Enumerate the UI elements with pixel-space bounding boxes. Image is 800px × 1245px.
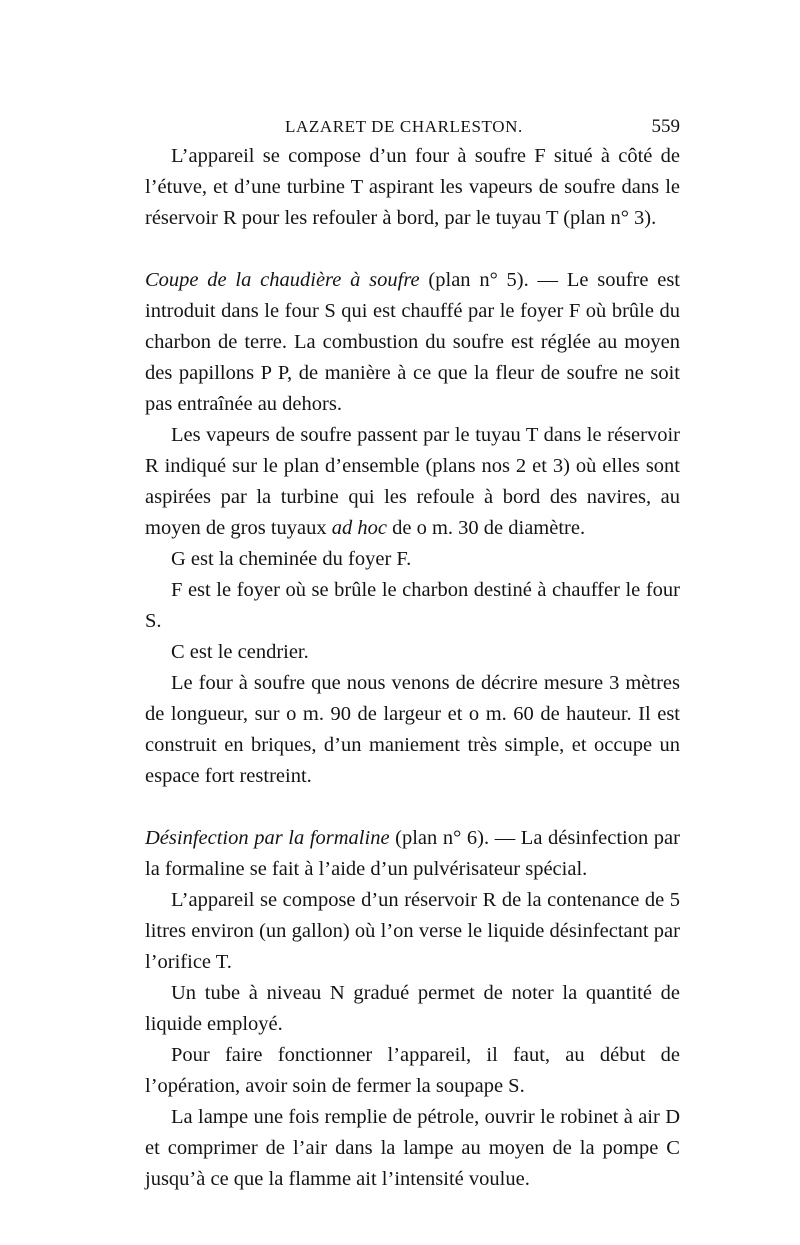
paragraph-soupape: Pour faire fonctionner l’appareil, il faut, au début de l’opération, avoir soin de fermer la soupape S. bbox=[145, 1044, 680, 1097]
section-title-coupe: Coupe de la chaudière à soufre bbox=[145, 269, 420, 291]
paragraph-four-mesure: Le four à soufre que nous venons de décrire mesure 3 mètres de longueur, sur o m. 90 de largeur et o m. 60 de hauteur. Il est construit en briques, d’un maniement très simple, et occupe un espace fort restreint. bbox=[145, 672, 680, 787]
paragraph-tube-niveau: Un tube à niveau N gradué permet de noter la quantité de liquide employé. bbox=[145, 982, 680, 1035]
paragraph-cendrier: C est le cendrier. bbox=[171, 641, 309, 663]
paragraph-vapeurs bbox=[145, 420, 680, 544]
running-title: LAZARET DE CHARLESTON. bbox=[285, 117, 523, 136]
paragraph-foyer: F est le foyer où se brûle le charbon destiné à chauffer le four S. bbox=[145, 579, 680, 632]
paragraph-lampe: La lampe une fois remplie de pétrole, ouvrir le robinet à air D et comprimer de l’air dans la lampe au moyen de la pompe C jusqu’à ce que la flamme ait l’intensité voulue. bbox=[145, 1106, 680, 1190]
paragraph-desinfection bbox=[145, 823, 680, 885]
page-body bbox=[145, 141, 680, 1195]
paragraph-cheminee: G est la cheminée du foyer F. bbox=[171, 548, 412, 570]
italic-ad-hoc: ad hoc bbox=[331, 517, 387, 539]
paragraph-coupe-chaudiere bbox=[145, 265, 680, 420]
page-number: 559 bbox=[651, 116, 680, 137]
paragraph-text: Les vapeurs de soufre passent par le tuyau T dans le réservoir R indiqué sur le plan d’ensemble (plans nos 2 et 3) où elles sont aspirées par la turbine qui les refoule à bord des navires, au moyen de gros tuyaux bbox=[145, 424, 680, 539]
paragraph-reservoir: L’appareil se compose d’un réservoir R de la contenance de 5 litres environ (un gallon) où l’on verse le liquide désinfectant par l’orifice T. bbox=[145, 889, 680, 973]
section-title-desinfection: Désinfection par la formaline bbox=[145, 827, 390, 849]
paragraph-text: (plan n° 6). — La désinfection par la formaline se fait à l’aide d’un pulvérisateur spécial. bbox=[145, 827, 680, 880]
running-header bbox=[145, 112, 680, 142]
paragraph-appareil: L’appareil se compose d’un four à soufre F situé à côté de l’étuve, et d’une turbine T aspirant les vapeurs de soufre dans le réservoir R pour les refouler à bord, par le tuyau T (plan n° 3). bbox=[145, 145, 680, 229]
paragraph-text: de o m. 30 de diamètre. bbox=[386, 517, 586, 539]
paragraph-text: (plan n° 5). — Le soufre est introduit dans le four S qui est chauffé par le foyer F où brûle du charbon de terre. La combustion du soufre est réglée au moyen des papillons P P, de manière à ce que la fleur de soufre ne soit pas entraînée au dehors. bbox=[145, 269, 680, 415]
